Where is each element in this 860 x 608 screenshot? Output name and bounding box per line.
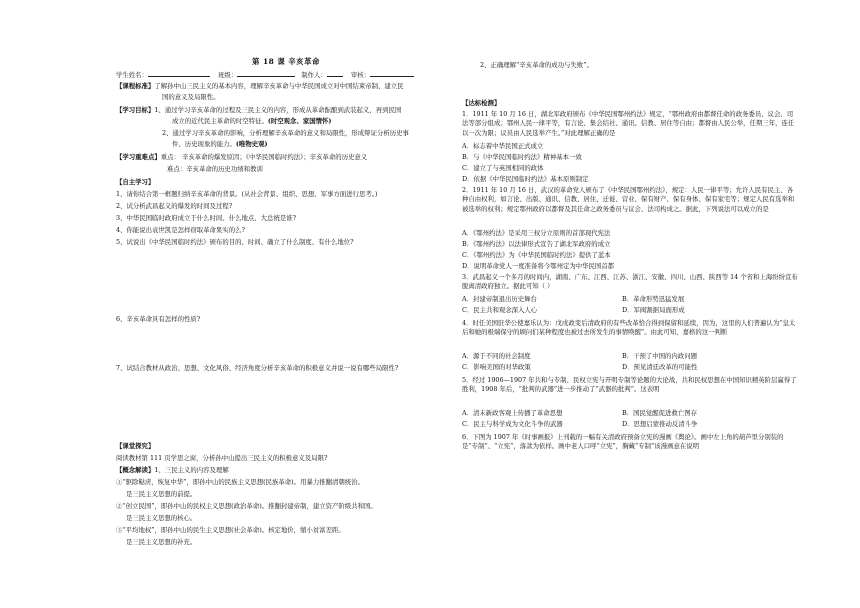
question-2: 2、试分析武昌起义的爆发的时间及过程?	[116, 202, 233, 210]
test-question-6: 6．下图为 1907 年《时事画报》上刊载的一幅有关清政府预备立宪的漫画《舆论》。画中左上角的葫芦里分别装的是“专制”、“立宪”，落款为依样。画中老人口呼“立宪”，胸藏“专制”该漫画意在说明	[462, 433, 784, 451]
learning-goals-label: 【学习目标】	[116, 106, 155, 114]
question-7: 7、试结合教材从政治、思想、文化风俗、经济角度分析辛亥革命的积极意义并说一说有哪些局限性?	[116, 364, 399, 372]
concept-title: 1、三民主义的内容及理解	[154, 466, 229, 474]
curriculum-standard-text-cont: 国的意义及局限性。	[162, 93, 220, 101]
goal-2-tag: (唯物史观)	[235, 140, 268, 148]
curriculum-standard	[116, 82, 404, 91]
question-3: 3、中华民国临时政府成立于什么时间、什么地点、大总统是谁?	[116, 214, 297, 222]
key-points	[116, 153, 367, 162]
goal-2-text: 2、通过学习辛亥革命的影响，分析理解辛亥革命的意义和局限性，形成辩证分析历史事	[162, 129, 409, 137]
classroom-explore-label: 【课堂探究】	[116, 442, 155, 450]
key-points-text: 重点： 辛亥革命的爆发原因；《中华民国临时约法》；辛亥革命的历史意义	[160, 153, 368, 161]
key-points-label: 【学习重难点】	[116, 153, 161, 161]
q3-option-d[interactable]: D．军阀割据局面形成	[622, 306, 685, 314]
test-question-5: 5．经过 1906—1907 年共和与专制、民权立宪与开明专制等论题的大论战，共和民权思想在中国知识精英阶层赢得了胜利，1908 年后，“批判的武器”进一步推动了“武器的批判”。这表明	[462, 376, 797, 394]
question-4: 4、你能说出袁世凯是怎样窃取革命果实的么?	[116, 226, 245, 234]
q4-option-d[interactable]: D．预见清廷改革的可能性	[622, 363, 698, 371]
student-info-line	[116, 70, 414, 80]
question-5: 5、试说出《中华民国临时约法》颁布的目的、时间、确立了什么制度、有什么地位?	[116, 238, 354, 246]
q3-option-b[interactable]: B．革命形势迅猛发展	[622, 295, 685, 303]
q1-option-a[interactable]: A．标志着中华民国正式成立	[462, 142, 544, 150]
difficult-points-text: 难点：辛亥革命的历史功绩和教训	[167, 165, 263, 173]
test-question-1: 1．1911 年 10 月 16 日，湖北军政府颁布《中华民国鄂州约法》规定，“鄂州政府由都督任命的政务委员、议会、司法等部分组成；鄂州人民一律平等，有言论、集会结社、通讯、信教、居住等自由；都督由人民公举，任期三年，连任以一次为限；议员由人民选举产生。”对此理解正确的是	[462, 110, 795, 137]
test-question-3: 3．武昌起义一个多月的时间内，湖南、广东、江西、江苏、浙江、安徽、四川、山西、陕西等 14 个省和上海纷纷宣布脱离清政府独立。据此可知（ ）	[462, 273, 798, 291]
concept-item-2-note: 是三民主义思想的核心。	[126, 514, 197, 522]
q2-option-c[interactable]: C．《鄂州约法》为《中华民国临时约法》提供了蓝本	[462, 251, 611, 259]
author-field[interactable]	[327, 70, 343, 77]
q4-option-a[interactable]: A．源于不同的社会制度	[462, 352, 531, 360]
concept-item-1-note: 是三民主义思想的前提。	[126, 490, 197, 498]
q2-option-b[interactable]: B．《鄂州约法》以法律形式宣告了湖北军政府的成立	[462, 240, 611, 248]
question-6: 6、辛亥革命具有怎样的性质?	[116, 315, 201, 323]
grade-label: 班级：	[218, 71, 238, 79]
learning-goals	[116, 106, 401, 115]
reviewer-field[interactable]	[370, 70, 414, 77]
concept-label: 【概念解读】	[116, 466, 155, 474]
goal-2-cont	[172, 140, 268, 149]
concept-item-1: ①“驱除鞑虏，恢复中华”，即孙中山的民族主义思想(民族革命)。用暴力推翻清朝统治。	[116, 478, 364, 486]
goal-1-text: 1、通过学习辛亥革命的过程及三民主义的内容，形成从革命酝酿到武装起义，再到民国	[154, 106, 402, 114]
lesson-title: 第 18 课 辛亥革命	[252, 57, 320, 66]
test-question-4: 4．时任美国驻华公使嘉乐认为：戊戌政变后清政府的有些改革恰合得到保留和延续，因为，这里的人们普遍认为“皇太后和她的极端保守的顾问们某种程度也被过去所发生的事情唤醒”。由此可知，嘉格的这一判断	[462, 319, 796, 337]
learning-goal-item-2: 2、正确理解“辛亥革命的成功与失败”。	[480, 61, 593, 69]
q5-option-b[interactable]: B．国民觉醒促进救亡图存	[622, 409, 697, 417]
q1-option-b[interactable]: B．与《中华民国临时约法》精神基本一致	[462, 153, 582, 161]
goal-1-cont	[172, 117, 331, 126]
q5-option-d[interactable]: D．思想启蒙推动反清斗争	[622, 420, 698, 428]
student-name-label: 学生姓名：	[116, 71, 148, 79]
q1-option-c[interactable]: C．建立了与英国相同的政体	[462, 164, 544, 172]
reviewer-label: 审核：	[350, 71, 370, 79]
q4-option-b[interactable]: B．干预了中国的内政问题	[622, 352, 697, 360]
author-label: 制作人：	[301, 71, 327, 79]
concept-section	[116, 466, 229, 475]
grade-field[interactable]	[237, 70, 295, 77]
q4-option-c[interactable]: C．影响美国的对华政策	[462, 363, 531, 371]
assessment-label: 【达标检测】	[462, 99, 501, 107]
student-name-field[interactable]	[148, 70, 210, 77]
concept-item-3-note: 是三民主义思想的补充。	[126, 538, 197, 546]
q5-option-c[interactable]: C．民主与科学成为文化斗争的武器	[462, 420, 563, 428]
concept-item-2: ②“创立民国”，即孙中山的民权主义思想(政治革命)。推翻封建帝制，建立资产阶级共和国。	[116, 502, 377, 510]
classroom-explore-text: 阅读教材第 111 页学思之窗，分析孙中山提出三民主义的积极意义及局限?	[116, 454, 328, 462]
q5-option-a[interactable]: A．清末新政客观上传播了革命思想	[462, 409, 563, 417]
q1-option-d[interactable]: D．依据《中华民国临时约法》基本原则制定	[462, 175, 589, 183]
q3-option-a[interactable]: A．封建帝制退出历史舞台	[462, 295, 537, 303]
q3-option-c[interactable]: C．民主共和观念深入人心	[462, 306, 538, 314]
self-study-label: 【自主学习】	[116, 178, 155, 186]
goal-1-text-cont: 成立的近代民主革命的时空特征。	[172, 117, 268, 125]
question-1: 1、请你结合第一框题归纳辛亥革命的背景。(从社会背景、组织、思想、军事方面进行思考。)	[116, 190, 378, 198]
q2-option-a[interactable]: A．《鄂州约法》是采用三权分立原则的首部现代宪法	[462, 229, 611, 237]
concept-item-3: ③“平均地权”，即孙中山的民生主义思想(社会革命)。核定地价，缩小贫富差距。	[116, 526, 345, 534]
test-question-2: 2．1911 年 10 月 16 日，武汉的革命党人颁布了《中华民国鄂州约法》，规定：人民一律平等；允许人民有民主、各种自由权利，如言论、出版、通讯、信教、居住、迁徙、营业、保有财产、保有身体、保有家宅等；规定人民有选举和被选举的权利；规定鄂州政府以都督及其任命之政务委员与议会、法司构成之。据此，下列说法可以成立的是	[462, 186, 795, 213]
q2-option-d[interactable]: D．说明革命党人一度准备将今鄂州定为中华民国首都	[462, 262, 615, 270]
curriculum-standard-text: 了解孙中山三民主义的基本内容，理解辛亥革命与中华民国成立对中国结束帝制、建立民	[154, 82, 404, 90]
goal-1-tag: (时空观念、家国情怀)	[267, 117, 332, 125]
curriculum-standard-label: 【课程标准】	[116, 82, 155, 90]
goal-2-text-cont: 件、历史现象的能力。	[172, 140, 236, 148]
